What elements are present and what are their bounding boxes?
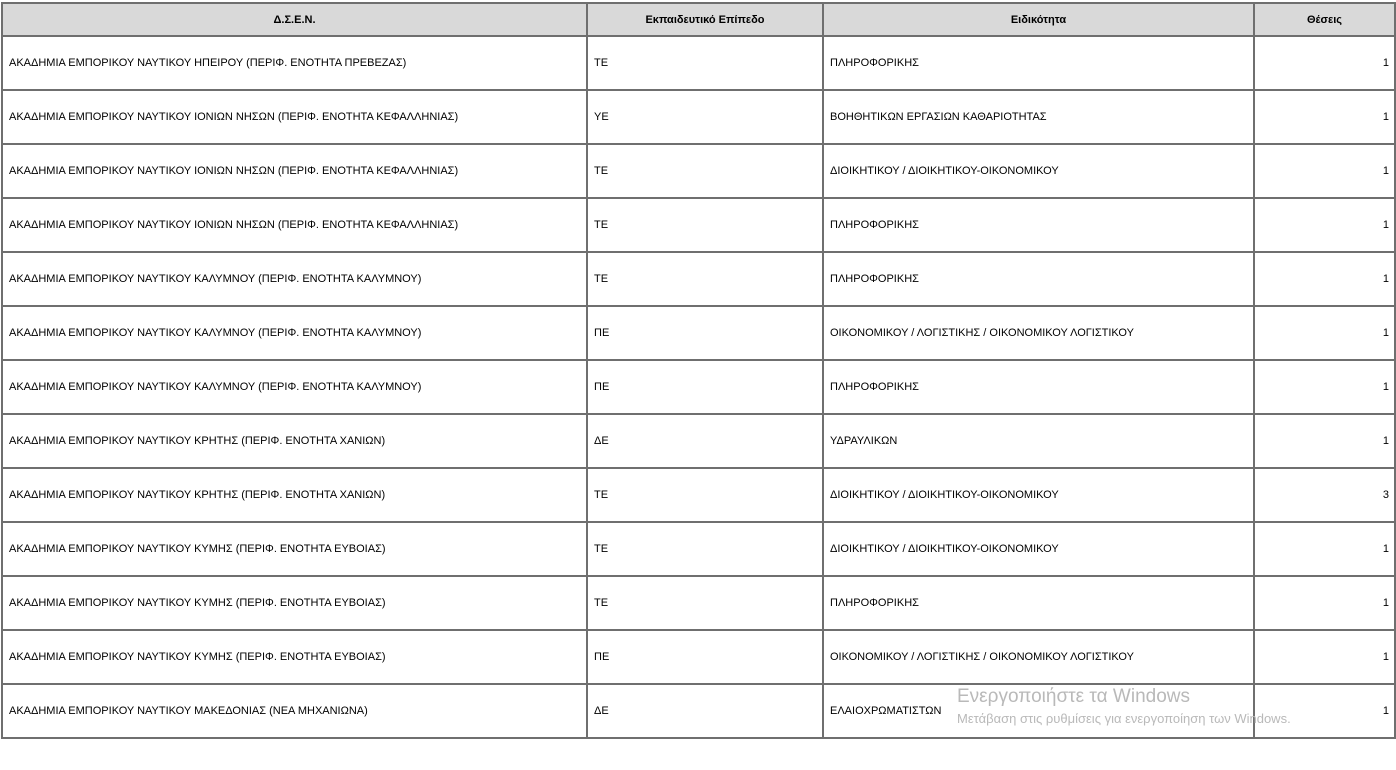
cell-dsen: ΑΚΑΔΗΜΙΑ ΕΜΠΟΡΙΚΟΥ ΝΑΥΤΙΚΟΥ ΚΡΗΤΗΣ (ΠΕΡΙΦ. ΕΝΟΤΗΤΑ ΧΑΝΙΩΝ) (2, 414, 587, 468)
cell-positions: 1 (1254, 684, 1395, 738)
cell-positions: 1 (1254, 90, 1395, 144)
cell-specialty: ΠΛΗΡΟΦΟΡΙΚΗΣ (823, 576, 1254, 630)
cell-specialty: ΟΙΚΟΝΟΜΙΚΟΥ / ΛΟΓΙΣΤΙΚΗΣ / ΟΙΚΟΝΟΜΙΚΟΥ ΛΟΓΙΣΤΙΚΟΥ (823, 630, 1254, 684)
cell-education-level: ΤΕ (587, 252, 823, 306)
table-header-row (2, 3, 1395, 36)
cell-positions: 1 (1254, 522, 1395, 576)
cell-education-level: ΠΕ (587, 360, 823, 414)
cell-education-level: ΤΕ (587, 522, 823, 576)
cell-specialty: ΠΛΗΡΟΦΟΡΙΚΗΣ (823, 360, 1254, 414)
cell-positions: 1 (1254, 198, 1395, 252)
cell-education-level: ΤΕ (587, 36, 823, 90)
cell-education-level: ΤΕ (587, 468, 823, 522)
table-row[interactable] (2, 90, 1395, 144)
column-header-specialty[interactable]: Ειδικότητα (823, 3, 1254, 36)
cell-specialty: ΥΔΡΑΥΛΙΚΩΝ (823, 414, 1254, 468)
table-row[interactable] (2, 36, 1395, 90)
cell-dsen: ΑΚΑΔΗΜΙΑ ΕΜΠΟΡΙΚΟΥ ΝΑΥΤΙΚΟΥ ΚΥΜΗΣ (ΠΕΡΙΦ. ΕΝΟΤΗΤΑ ΕΥΒΟΙΑΣ) (2, 522, 587, 576)
cell-dsen: ΑΚΑΔΗΜΙΑ ΕΜΠΟΡΙΚΟΥ ΝΑΥΤΙΚΟΥ ΚΑΛΥΜΝΟΥ (ΠΕΡΙΦ. ΕΝΟΤΗΤΑ ΚΑΛΥΜΝΟΥ) (2, 306, 587, 360)
cell-positions: 1 (1254, 144, 1395, 198)
table-row[interactable] (2, 306, 1395, 360)
cell-education-level: ΠΕ (587, 306, 823, 360)
cell-dsen: ΑΚΑΔΗΜΙΑ ΕΜΠΟΡΙΚΟΥ ΝΑΥΤΙΚΟΥ ΚΥΜΗΣ (ΠΕΡΙΦ. ΕΝΟΤΗΤΑ ΕΥΒΟΙΑΣ) (2, 576, 587, 630)
watermark-title: Ενεργοποιήστε τα Windows (957, 686, 1191, 707)
cell-specialty: ΠΛΗΡΟΦΟΡΙΚΗΣ (823, 36, 1254, 90)
cell-positions: 1 (1254, 630, 1395, 684)
table-row[interactable] (2, 576, 1395, 630)
cell-positions: 1 (1254, 36, 1395, 90)
column-header-education-level[interactable]: Εκπαιδευτικό Επίπεδο (587, 3, 823, 36)
cell-specialty: ΔΙΟΙΚΗΤΙΚΟΥ / ΔΙΟΙΚΗΤΙΚΟΥ-ΟΙΚΟΝΟΜΙΚΟΥ (823, 468, 1254, 522)
table-row[interactable] (2, 414, 1395, 468)
cell-dsen: ΑΚΑΔΗΜΙΑ ΕΜΠΟΡΙΚΟΥ ΝΑΥΤΙΚΟΥ ΚΑΛΥΜΝΟΥ (ΠΕΡΙΦ. ΕΝΟΤΗΤΑ ΚΑΛΥΜΝΟΥ) (2, 360, 587, 414)
cell-specialty: ΕΛΑΙΟΧΡΩΜΑΤΙΣΤΩΝ (823, 684, 1254, 738)
cell-education-level: ΥΕ (587, 90, 823, 144)
cell-dsen: ΑΚΑΔΗΜΙΑ ΕΜΠΟΡΙΚΟΥ ΝΑΥΤΙΚΟΥ ΚΥΜΗΣ (ΠΕΡΙΦ. ΕΝΟΤΗΤΑ ΕΥΒΟΙΑΣ) (2, 630, 587, 684)
cell-education-level: ΔΕ (587, 684, 823, 738)
table-row[interactable] (2, 360, 1395, 414)
cell-dsen: ΑΚΑΔΗΜΙΑ ΕΜΠΟΡΙΚΟΥ ΝΑΥΤΙΚΟΥ ΚΡΗΤΗΣ (ΠΕΡΙΦ. ΕΝΟΤΗΤΑ ΧΑΝΙΩΝ) (2, 468, 587, 522)
positions-table (1, 2, 1396, 739)
column-header-positions[interactable]: Θέσεις (1254, 3, 1395, 36)
cell-specialty: ΔΙΟΙΚΗΤΙΚΟΥ / ΔΙΟΙΚΗΤΙΚΟΥ-ΟΙΚΟΝΟΜΙΚΟΥ (823, 522, 1254, 576)
table-row[interactable] (2, 630, 1395, 684)
cell-specialty: ΠΛΗΡΟΦΟΡΙΚΗΣ (823, 252, 1254, 306)
cell-dsen: ΑΚΑΔΗΜΙΑ ΕΜΠΟΡΙΚΟΥ ΝΑΥΤΙΚΟΥ ΙΟΝΙΩΝ ΝΗΣΩΝ (ΠΕΡΙΦ. ΕΝΟΤΗΤΑ ΚΕΦΑΛΛΗΝΙΑΣ) (2, 90, 587, 144)
table-row[interactable] (2, 144, 1395, 198)
watermark-subtitle: Μετάβαση στις ρυθμίσεις για ενεργοποίηση των Windows. (957, 711, 1291, 726)
cell-positions: 3 (1254, 468, 1395, 522)
cell-education-level: ΤΕ (587, 198, 823, 252)
cell-positions: 1 (1254, 414, 1395, 468)
cell-specialty: ΒΟΗΘΗΤΙΚΩΝ ΕΡΓΑΣΙΩΝ ΚΑΘΑΡΙΟΤΗΤΑΣ (823, 90, 1254, 144)
cell-education-level: ΤΕ (587, 144, 823, 198)
table-row[interactable] (2, 198, 1395, 252)
cell-dsen: ΑΚΑΔΗΜΙΑ ΕΜΠΟΡΙΚΟΥ ΝΑΥΤΙΚΟΥ ΗΠΕΙΡΟΥ (ΠΕΡΙΦ. ΕΝΟΤΗΤΑ ΠΡΕΒΕΖΑΣ) (2, 36, 587, 90)
table-row[interactable] (2, 684, 1395, 738)
cell-specialty: ΟΙΚΟΝΟΜΙΚΟΥ / ΛΟΓΙΣΤΙΚΗΣ / ΟΙΚΟΝΟΜΙΚΟΥ ΛΟΓΙΣΤΙΚΟΥ (823, 306, 1254, 360)
cell-positions: 1 (1254, 306, 1395, 360)
cell-specialty: ΠΛΗΡΟΦΟΡΙΚΗΣ (823, 198, 1254, 252)
table-row[interactable] (2, 522, 1395, 576)
table-row[interactable] (2, 252, 1395, 306)
cell-dsen: ΑΚΑΔΗΜΙΑ ΕΜΠΟΡΙΚΟΥ ΝΑΥΤΙΚΟΥ ΙΟΝΙΩΝ ΝΗΣΩΝ (ΠΕΡΙΦ. ΕΝΟΤΗΤΑ ΚΕΦΑΛΛΗΝΙΑΣ) (2, 198, 587, 252)
cell-dsen: ΑΚΑΔΗΜΙΑ ΕΜΠΟΡΙΚΟΥ ΝΑΥΤΙΚΟΥ ΜΑΚΕΔΟΝΙΑΣ (ΝΕΑ ΜΗΧΑΝΙΩΝΑ) (2, 684, 587, 738)
cell-dsen: ΑΚΑΔΗΜΙΑ ΕΜΠΟΡΙΚΟΥ ΝΑΥΤΙΚΟΥ ΙΟΝΙΩΝ ΝΗΣΩΝ (ΠΕΡΙΦ. ΕΝΟΤΗΤΑ ΚΕΦΑΛΛΗΝΙΑΣ) (2, 144, 587, 198)
cell-education-level: ΠΕ (587, 630, 823, 684)
cell-positions: 1 (1254, 576, 1395, 630)
cell-dsen: ΑΚΑΔΗΜΙΑ ΕΜΠΟΡΙΚΟΥ ΝΑΥΤΙΚΟΥ ΚΑΛΥΜΝΟΥ (ΠΕΡΙΦ. ΕΝΟΤΗΤΑ ΚΑΛΥΜΝΟΥ) (2, 252, 587, 306)
cell-positions: 1 (1254, 252, 1395, 306)
cell-specialty: ΔΙΟΙΚΗΤΙΚΟΥ / ΔΙΟΙΚΗΤΙΚΟΥ-ΟΙΚΟΝΟΜΙΚΟΥ (823, 144, 1254, 198)
table-row[interactable] (2, 468, 1395, 522)
cell-positions: 1 (1254, 360, 1395, 414)
cell-education-level: ΔΕ (587, 414, 823, 468)
cell-education-level: ΤΕ (587, 576, 823, 630)
column-header-dsen[interactable]: Δ.Σ.Ε.Ν. (2, 3, 587, 36)
